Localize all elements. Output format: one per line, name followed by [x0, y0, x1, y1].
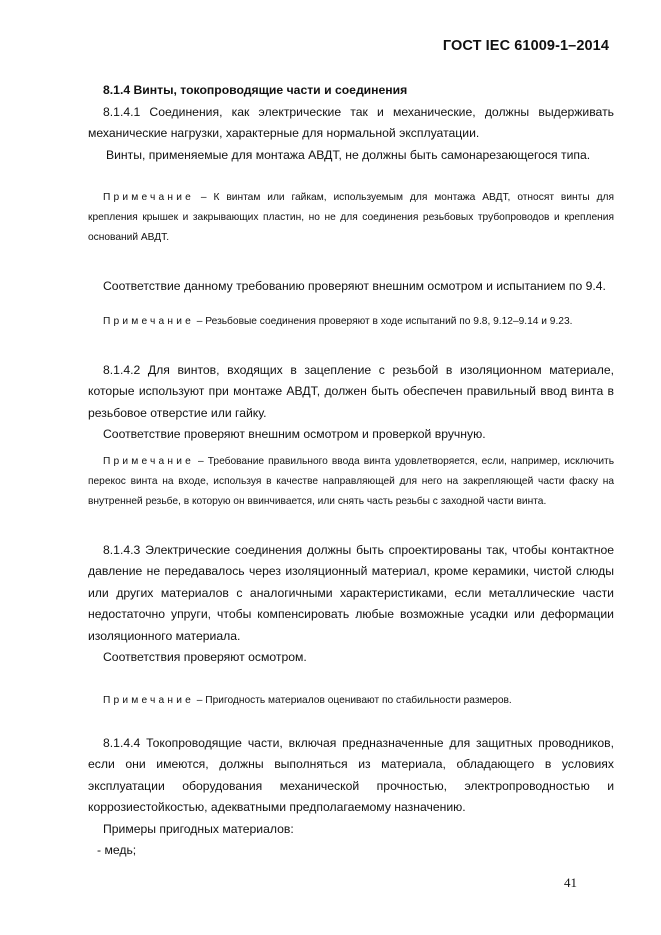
- note-3-text: – Требование правильного ввода винта удовлетворяется, если, например, исключить перекос винта на входе, используя в качестве направляющей для него на закрепляющей части фаску на внутренней резьбе, в которую он ввинчивается, или снять часть резьбы с заходной части винта.: [88, 455, 614, 507]
- paragraph-8-1-4-3: 8.1.4.3 Электрические соединения должны быть спроектированы так, чтобы контактное давление не передавалось через изоляционный материал, кроме керамики, чистой слюды или других материалов с аналогичными характеристиками, если металлические части недостаточно упруги, чтобы компенсировать любые возможные усадки или деформации изоляционного материала.: [88, 542, 614, 643]
- spacer: [88, 298, 614, 312]
- standard-header: ГОСТ IEC 61009-1–2014: [442, 38, 609, 54]
- note-4: [88, 691, 614, 711]
- note-4-text: – Пригодность материалов оценивают по стабильности размеров.: [193, 694, 512, 706]
- spacer: [88, 711, 614, 733]
- spacer: [88, 166, 614, 188]
- note-label: Примечание: [103, 455, 194, 467]
- paragraph-compliance-inspection: Соответствия проверяют осмотром.: [103, 650, 307, 664]
- section-heading: 8.1.4 Винты, токопроводящие части и соединения: [103, 83, 408, 97]
- page-number: 41: [564, 875, 577, 890]
- spacer: [88, 248, 614, 276]
- note-label: Примечание: [103, 192, 194, 203]
- document-body: [88, 80, 614, 862]
- paragraph-screws: Винты, применяемые для монтажа АВДТ, не должны быть самонарезающегося типа.: [106, 147, 591, 162]
- note-3: [88, 452, 614, 512]
- note-label: Примечание: [103, 694, 194, 706]
- list-item-copper: - медь;: [97, 843, 137, 857]
- paragraph-8-1-4-1: 8.1.4.1 Соединения, как электрические так и механические, должны выдерживать механические нагрузки, характерные для нормальной эксплуатации.: [88, 104, 614, 140]
- note-2-text: – Резьбовые соединения проверяют в ходе испытаний по 9.8, 9.12–9.14 и 9.23.: [193, 315, 573, 327]
- note-label: Примечание: [103, 315, 194, 327]
- note-1: [88, 188, 614, 248]
- spacer: [88, 332, 614, 360]
- note-2: [88, 312, 614, 332]
- spacer: [88, 669, 614, 691]
- paragraph-compliance-manual: Соответствие проверяют внешним осмотром и проверкой вручную.: [103, 427, 486, 441]
- paragraph-8-1-4-4: 8.1.4.4 Токопроводящие части, включая предназначенные для защитных проводников, если они имеются, должны выполняться из материала, обладающего в условиях эксплуатации оборудования механической прочностью, электропроводностью и коррозиестойкостью, адекватными предполагаемому назначению.: [88, 735, 614, 814]
- paragraph-8-1-4-2: 8.1.4.2 Для винтов, входящих в зацепление с резьбой в изоляционном материале, которые используют при монтаже АВДТ, должен быть обеспечен правильный ввод винта в резьбовое отверстие или гайку.: [88, 362, 614, 420]
- paragraph-examples: Примеры пригодных материалов:: [103, 821, 294, 836]
- note-1-text: – К винтам или гайкам, используемым для монтажа АВДТ, относят винты для крепления крышек и закрывающих пластин, но не для соединения резьбовых трубопроводов и крепления оснований АВДТ.: [88, 192, 614, 243]
- spacer: [88, 512, 614, 540]
- paragraph-compliance-9-4: Соответствие данному требованию проверяют внешним осмотром и испытанием по 9.4.: [103, 279, 606, 293]
